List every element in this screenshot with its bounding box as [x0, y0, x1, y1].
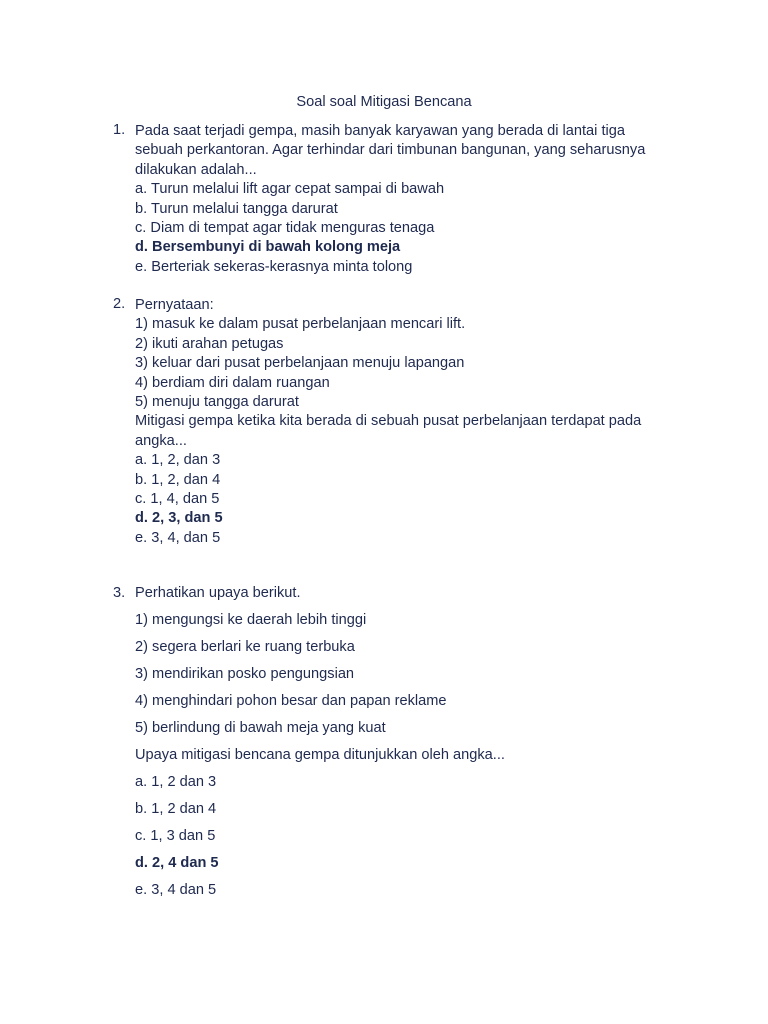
statement-item: 5) berlindung di bawah meja yang kuat [135, 720, 386, 736]
question-text-line: Upaya mitigasi bencana gempa ditunjukkan oleh angka... [135, 747, 505, 763]
question-number: 3. [113, 585, 126, 601]
answer-option-c: c. 1, 3 dan 5 [135, 828, 216, 844]
statement-item: 1) masuk ke dalam pusat perbelanjaan mencari lift. [135, 316, 466, 333]
statement-item: 2) segera berlari ke ruang terbuka [135, 639, 355, 655]
question-number: 1. [113, 122, 126, 138]
answer-option-a: a. 1, 2 dan 3 [135, 774, 217, 790]
question-text-line: Pada saat terjadi gempa, masih banyak karyawan yang berada di lantai tiga [135, 123, 626, 139]
question-number: 2. [113, 296, 126, 312]
statement-item: 4) berdiam diri dalam ruangan [135, 374, 330, 391]
answer-option-a: a. Turun melalui lift agar cepat sampai di bawah [135, 181, 445, 198]
answer-option-c: c. 1, 4, dan 5 [135, 491, 220, 508]
question-body [135, 584, 675, 900]
question-text-line: dilakukan adalah... [135, 161, 257, 178]
answer-option-b: b. 1, 2 dan 4 [135, 801, 217, 817]
question-text-line: Perhatikan upaya berikut. [135, 585, 301, 601]
answer-option-b: b. 1, 2, dan 4 [135, 471, 221, 488]
question-body [135, 122, 675, 277]
answer-option-e: e. 3, 4, dan 5 [135, 529, 221, 546]
statement-item: 2) ikuti arahan petugas [135, 335, 284, 352]
answer-option-d-correct: d. 2, 3, dan 5 [135, 510, 223, 527]
page-title: Soal soal Mitigasi Bencana [296, 94, 472, 110]
answer-option-d-correct: d. 2, 4 dan 5 [135, 855, 219, 871]
question-text-line: angka... [135, 432, 187, 449]
answer-option-e: e. Berteriak sekeras-kerasnya minta tolong [135, 258, 413, 275]
answer-option-d-correct: d. Bersembunyi di bawah kolong meja [135, 239, 401, 256]
answer-option-e: e. 3, 4 dan 5 [135, 882, 217, 898]
statement-item: 3) keluar dari pusat perbelanjaan menuju lapangan [135, 355, 465, 372]
statement-item: 3) mendirikan posko pengungsian [135, 666, 355, 682]
question-body [135, 296, 675, 548]
statement-item: 5) menuju tangga darurat [135, 394, 299, 411]
statement-item: 1) mengungsi ke daerah lebih tinggi [135, 612, 367, 628]
question-text-line: Mitigasi gempa ketika kita berada di sebuah pusat perbelanjaan terdapat pada [135, 413, 642, 430]
answer-option-a: a. 1, 2, dan 3 [135, 452, 221, 469]
answer-option-c: c. Diam di tempat agar tidak menguras tenaga [135, 220, 435, 237]
answer-option-b: b. Turun melalui tangga darurat [135, 200, 338, 217]
statement-item: 4) menghindari pohon besar dan papan reklame [135, 693, 447, 709]
question-text-line: Pernyataan: [135, 297, 214, 313]
question-text-line: sebuah perkantoran. Agar terhindar dari timbunan bangunan, yang seharusnya [135, 142, 646, 159]
